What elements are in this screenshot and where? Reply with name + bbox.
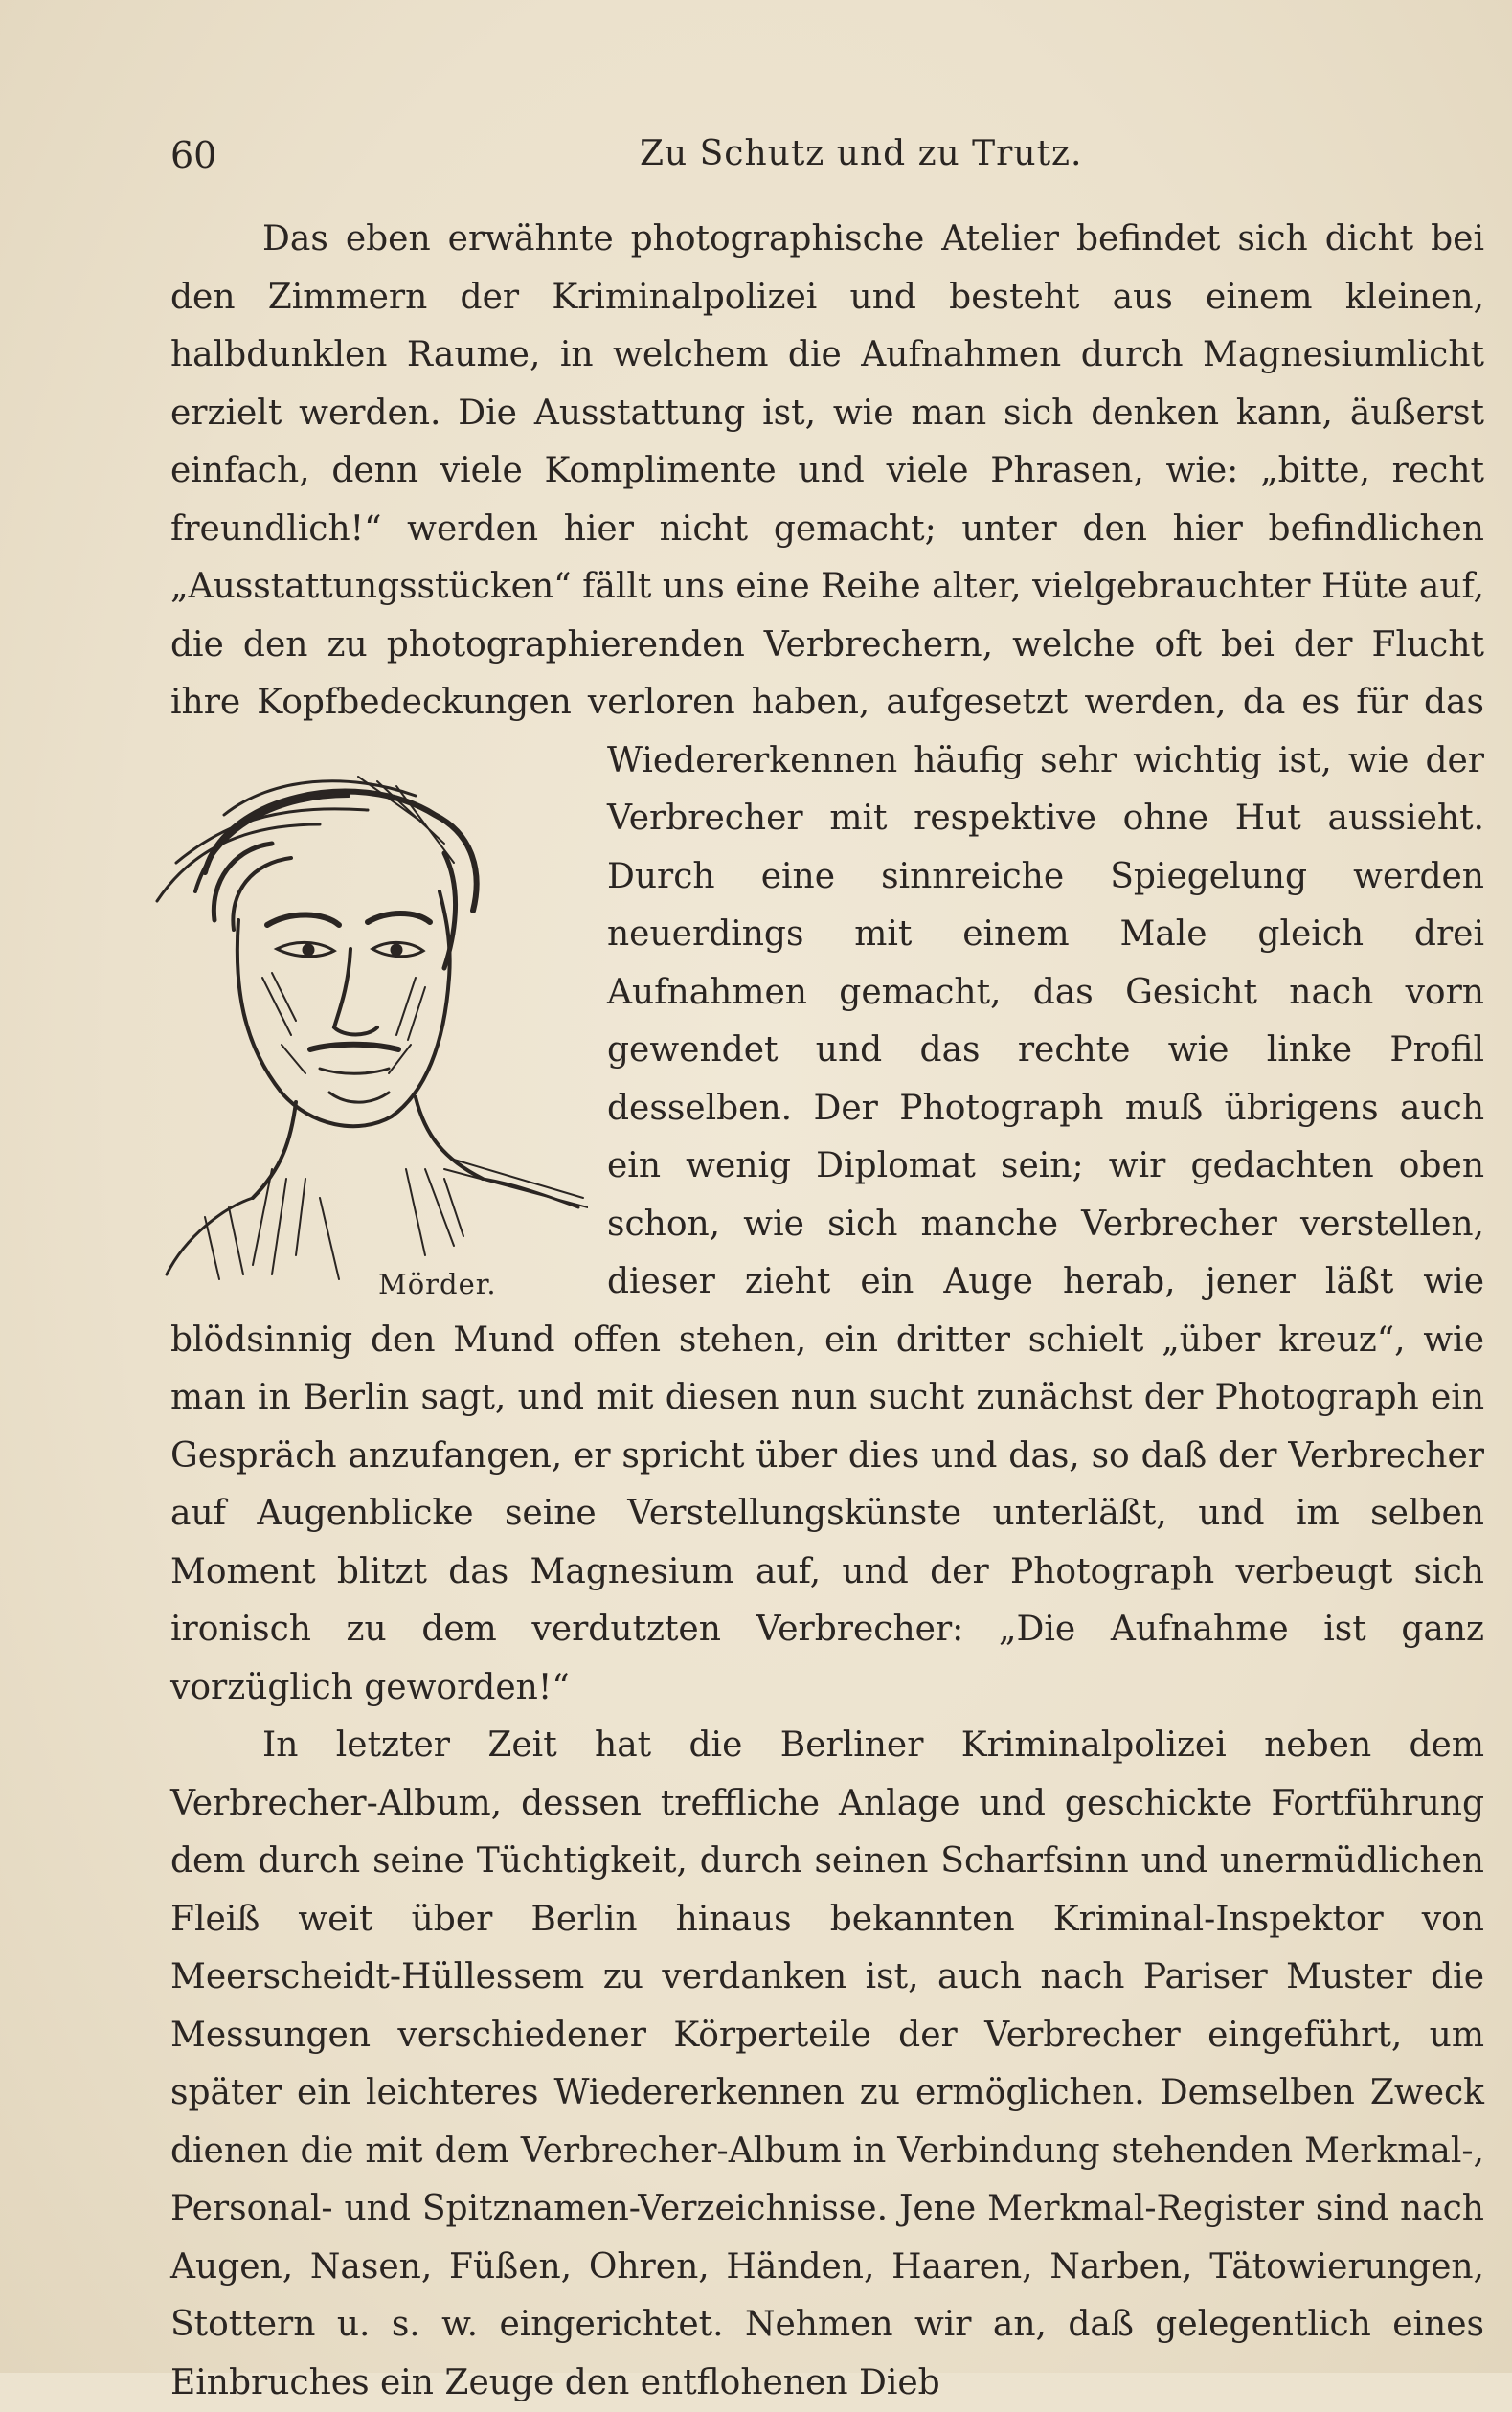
running-title: Zu Schutz und zu Trutz. <box>640 134 1083 173</box>
portrait-of-murderer-illustration <box>138 757 588 1294</box>
body-text <box>170 211 1484 2412</box>
figure-caption: Mörder. <box>378 1267 497 1300</box>
page-header <box>170 134 1492 192</box>
page-number: 60 <box>170 134 217 176</box>
murderer-portrait-figure <box>138 757 578 1300</box>
paragraph-2: In letzter Zeit hat die Berliner Kriminalpolizei neben dem Verbrecher-Album, dessen treffliche Anlage und geschickte Fortführung dem durch seine Tüchtigkeit, durch seinen Scharfsinn und unermüdlichen Fleiß weit über Berlin hinaus bekannten Kriminal-Inspektor von Meerscheidt-Hüllessem zu verdanken ist, auch nach Pariser Muster die Messungen verschiedener Körperteile der Verbrecher eingeführt, um später ein leichteres Wiedererkennen zu ermöglichen. Demselben Zweck dienen die mit dem Verbrecher-Album in Verbindung stehenden Merkmal-, Personal- und Spitznamen-Verzeichnisse. Jene Merkmal-Register sind nach Augen, Nasen, Füßen, Ohren, Händen, Haaren, Narben, Tätowierungen, Stottern u. s. w. eingerichtet. Nehmen wir an, daß gelegentlich eines Einbruches ein Zeuge den entflohenen Dieb <box>170 1725 1484 2402</box>
paragraph-1-part-a: Das eben erwähnte photographische Atelier befindet sich dicht bei den Zimmern der Kriminalpolizei und besteht aus einem kleinen, halbdunklen Raume, in welchem die Aufnahmen durch Magnesiumlicht erzielt werden. Die Ausstattung ist, wie man sich denken kann, äußerst einfach, denn viele Komplimente und viele Phrasen, wie: „bitte, recht freundlich!“ werden hier nicht gemacht; unter den hier befindlichen „Ausstattungsstücken“ fällt uns eine Reihe alter, vielgebrauchter Hüte auf, die den zu photographierenden Verbrechern, welche oft bei der Flucht ihre Kopfbedeckungen verloren haben, aufgesetzt werden, da es für das Wiedererkennen häufig sehr wichtig ist, <box>170 219 1484 780</box>
paragraph-1-part-b: wie der Verbrecher mit respektive ohne Hut aussieht. Durch eine sinnreiche Spiegelung werden neuerdings mit einem Male gleich drei Aufnahmen gemacht, das Gesicht nach vorn gewendet und das rechte wie linke Profil desselben. Der Photograph muß übrigens auch ein wenig Diplomat sein; wir gedachten oben schon, wie sich manche Verbrecher verstellen, dieser zieht ein Auge herab, jener läßt wie blödsinnig den Mund offen stehen, ein dritter schielt „über kreuz“, wie man in Berlin sagt, und mit diesen nun sucht zunächst der Photograph ein Gespräch anzufangen, er spricht über dies und das, so daß der Verbrecher auf Augenblicke seine Verstellungskünste unterläßt, und im selben Moment blitzt das Magnesium auf, und der Photograph verbeugt sich ironisch zu dem verdutzten Verbrecher: „Die Aufnahme ist ganz vorzüglich geworden!“ <box>170 740 1485 1707</box>
paragraph-1 <box>170 211 1484 1717</box>
